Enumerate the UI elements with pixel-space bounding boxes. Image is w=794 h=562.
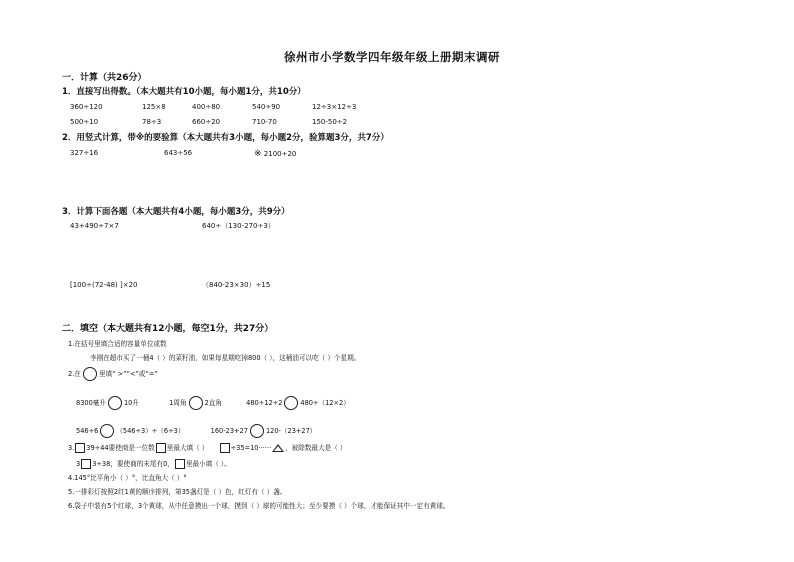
q1-item: 78÷3	[142, 118, 162, 126]
fill-q4: 4.145°比平角小（ ）°，比直角大（ ）°	[68, 474, 187, 482]
triangle-icon	[272, 444, 284, 452]
q3-item: 640÷（130-270÷3）	[202, 222, 275, 230]
fill-q2-row2: 546÷6 （546÷3）÷（6÷3） 160-23+27 120-（23+27）	[76, 424, 316, 438]
fill-q6: 6.袋子中装有5个红球，3个黄球，从中任意摸出一个球，摸到（ ）球的可能性大；至少要摸（ ）个球，才能保证其中一定有黄球。	[68, 502, 450, 510]
compare-circle-icon	[189, 396, 203, 410]
blank-box-icon	[220, 443, 230, 453]
fill-q2-row1: 8300毫升 10升 1周角 2直角 480÷12÷2 480÷（12×2）	[76, 396, 350, 410]
q1-item: 360÷120	[70, 103, 103, 111]
q3-item: [100÷(72-48) ]×20	[70, 281, 138, 289]
page-title: 徐州市小学数学四年级年级上册期末调研	[284, 50, 500, 64]
fill-q5: 5.一排彩灯按照2红1黄的顺序排列，第35盏灯是（ ）色，红灯有（ ）盏。	[68, 488, 287, 496]
q1-item: 150-50÷2	[312, 118, 348, 126]
q1-item: 660÷20	[192, 118, 221, 126]
q1-item: 500÷10	[70, 118, 99, 126]
fill-q1-label: 1.在括号里填合适的容量单位或数	[68, 340, 167, 348]
compare-circle-icon	[83, 367, 97, 381]
section-1-heading: 一．计算（共26分）	[62, 73, 147, 83]
compare-circle-icon	[108, 396, 122, 410]
fill-q3-line2: 3 3÷38，要使商的末尾有0， 里最小填（ ）。	[76, 460, 231, 468]
q3-item: 43+490÷7×7	[70, 222, 119, 230]
star-icon: ※	[254, 149, 262, 159]
compare-circle-icon	[284, 396, 298, 410]
q1-item: 710-70	[252, 118, 277, 126]
blank-box-icon	[175, 459, 185, 469]
blank-box-icon	[75, 443, 85, 453]
fill-q3-line1: 3. 39÷44要使商是一位数 里最大填（ ） ÷35=10······ ，被除数最大是（ ）	[68, 444, 347, 452]
q1-item: 400÷80	[192, 103, 221, 111]
q3-heading: 3．计算下面各题（本大题共有4小题，每小题3分，共9分）	[62, 207, 290, 217]
q2-item: 643÷56	[164, 149, 193, 157]
q3-item: （840-23×30）÷15	[202, 281, 271, 289]
q2-heading: 2．用竖式计算，带※的要验算（本大题共有3小题，每小题2分，验算题3分，共7分）	[62, 133, 389, 143]
q1-heading: 1．直接写出得数。（本大题共有10小题，每小题1分，共10分）	[62, 87, 306, 97]
q1-item: 125×8	[142, 103, 166, 111]
q1-item: 12÷3×12÷3	[312, 103, 357, 111]
fill-q1-line: 李刚在超市买了一桶4（ ）的菜籽油，如果每星期吃掉800（ ），这桶油可以吃（ ）个星期。	[90, 354, 361, 362]
compare-circle-icon	[100, 424, 114, 438]
fill-q2-label: 2.在 里填“ >”“<”或“=”	[68, 367, 158, 381]
q1-item: 540÷90	[252, 103, 281, 111]
blank-box-icon	[156, 443, 166, 453]
q2-item-starred: ※ 2100÷20	[254, 149, 297, 159]
section-2-heading: 二．填空（本大题共有12小题，每空1分，共27分）	[62, 324, 274, 334]
blank-box-icon	[81, 459, 91, 469]
compare-circle-icon	[250, 424, 264, 438]
q2-item: 327÷16	[70, 149, 99, 157]
